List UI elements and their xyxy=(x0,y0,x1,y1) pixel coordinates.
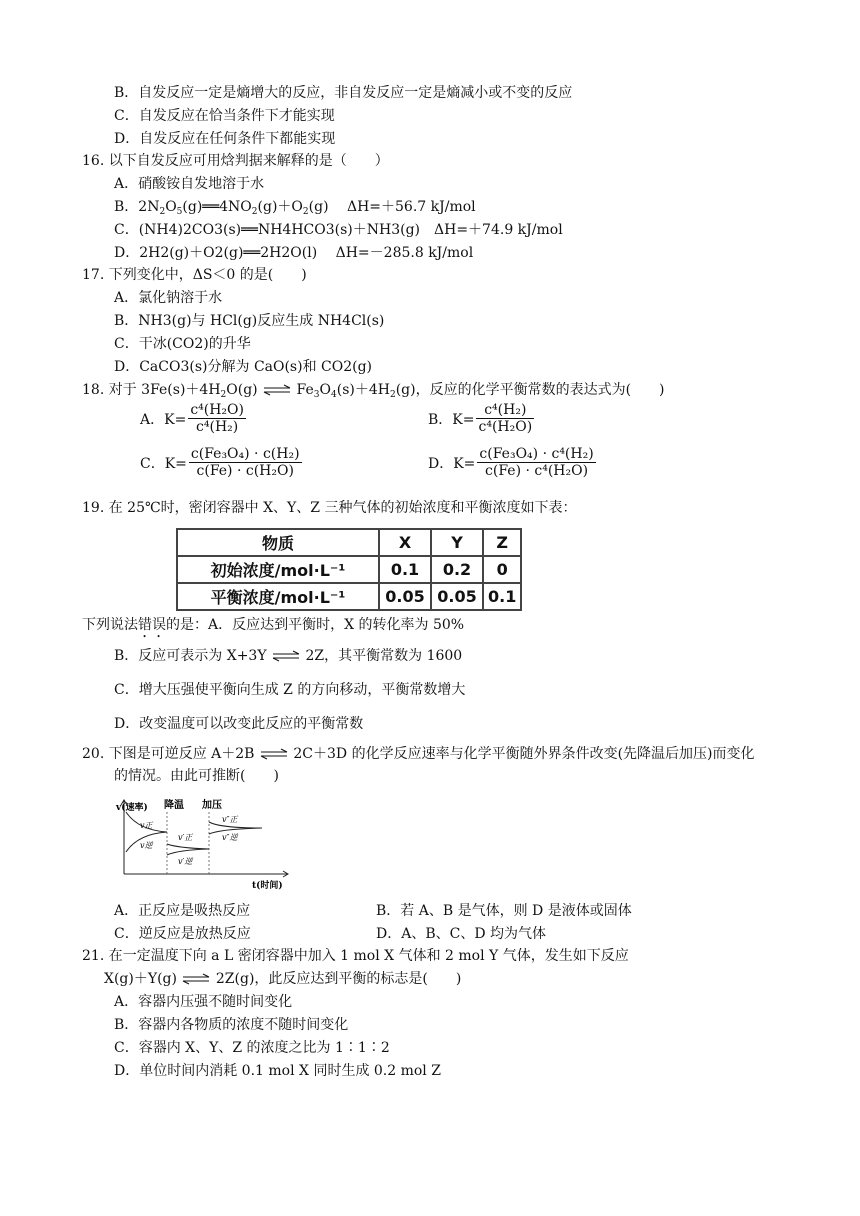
q18-option-d: D．K= $\frac{\text{c(Fe₃O₄) · c⁴(H₂)}}{\text{c(Fe) · c⁴(H₂O)}}$ xyxy=(428,446,594,479)
v1-reverse-curve xyxy=(167,849,209,855)
q20-option-d: D．A、B、C、D 均为气体 xyxy=(376,926,547,942)
label-v-reverse: v逆 xyxy=(140,841,153,850)
q20-stem: 20. 下图是可逆反应 A＋2B 2C＋3D 的化学反应速率与化学平衡随外界条件改变(先降温后加压)而变化 xyxy=(82,746,755,762)
table-cell: 平衡浓度/mol·L⁻¹ xyxy=(177,583,379,610)
table-cell: 初始浓度/mol·L⁻¹ xyxy=(177,556,379,583)
q19-stem: 19. 在 25℃时，密闭容器中 X、Y、Z 三种气体的初始浓度和平衡浓度如下表： xyxy=(82,500,577,516)
table-header-cell: X xyxy=(379,529,431,556)
table-header-cell: Z xyxy=(483,529,521,556)
concentration-table xyxy=(176,528,522,611)
q17-stem: 17. 下列变化中，ΔS＜0 的是( ) xyxy=(82,267,307,283)
table-cell: 0 xyxy=(483,556,521,583)
q16-stem: 16. 以下自发反应可用焓判据来解释的是（ ） xyxy=(82,153,389,169)
rate-time-graph xyxy=(112,792,292,892)
q16-option-b: B．$2N_2O_5(g)══4NO_2(g)+O_2(g)$ ΔH=＋56.7 kJ/mol xyxy=(114,199,476,217)
q17-option-a: A．氯化钠溶于水 xyxy=(114,290,223,306)
v1-forward-curve xyxy=(167,844,209,849)
q18-stem: 18. 对于 $3Fe(s)+4H_2O(g)$ $Fe_3O_4(s)+4H_2(g)$，反应的化学平衡常数的表达式为( ) xyxy=(82,382,665,400)
q21-stem: 21. 在一定温度下向 a L 密闭容器中加入 1 mol X 气体和 2 mol Y 气体，发生如下反应 xyxy=(82,948,629,964)
q17-option-d: D．CaCO3(s)分解为 CaO(s)和 CO2(g) xyxy=(114,359,373,375)
table-row xyxy=(177,583,521,610)
q18-option-b: B．K= $\frac{\text{c⁴(H₂)}}{\text{c⁴(H₂O)}}$ xyxy=(428,402,533,435)
label-v2-forward: v″正 xyxy=(222,815,238,824)
q21-option-c: C．容器内 X、Y、Z 的浓度之比为 1∶1∶2 xyxy=(114,1040,390,1056)
q16-option-a: A．硝酸铵自发地溶于水 xyxy=(114,176,265,192)
q16-option-d: D．2H2(g)＋O2(g)══2H2O(l) ΔH=－285.8 kJ/mol xyxy=(114,245,474,261)
label-cooling: 降温 xyxy=(164,800,184,811)
label-v1-forward: v′正 xyxy=(178,833,193,842)
q16-option-c: C．(NH4)2CO3(s)══NH4HCO3(s)＋NH3(g) ΔH=＋74.9 kJ/mol xyxy=(114,222,563,238)
table-cell: 0.1 xyxy=(379,556,431,583)
table-header-cell: 物质 xyxy=(177,529,379,556)
q20-option-b: B．若 A、B 是气体，则 D 是液体或固体 xyxy=(376,903,632,919)
x-axis-label: t(时间) xyxy=(252,881,283,891)
label-v-forward: v正 xyxy=(140,821,153,830)
q18-option-a: A．K= $\frac{\text{c⁴(H₂O)}}{\text{c⁴(H₂)}}$ xyxy=(140,402,244,435)
q15-option-d: D．自发反应在任何条件下都能实现 xyxy=(114,131,336,147)
equilibrium-arrow-icon xyxy=(262,384,292,396)
q21-option-a: A．容器内压强不随时间变化 xyxy=(114,994,293,1010)
table-cell: 0.1 xyxy=(483,583,521,610)
table-header-cell: Y xyxy=(431,529,483,556)
q17-option-c: C．干冰(CO2)的升华 xyxy=(114,336,251,352)
y-axis-label: v(速率) xyxy=(116,803,148,813)
label-v2-reverse: v″逆 xyxy=(222,833,238,842)
q19-option-d: D．改变温度可以改变此反应的平衡常数 xyxy=(114,716,364,732)
q17-option-b: B．NH3(g)与 HCl(g)反应生成 NH4Cl(s) xyxy=(114,313,385,329)
q20-option-c: C．逆反应是放热反应 xyxy=(114,926,251,942)
q20-option-a: A．正反应是吸热反应 xyxy=(114,903,251,919)
table-cell: 0.05 xyxy=(379,583,431,610)
equilibrium-arrow-icon xyxy=(181,973,211,985)
table-cell: 0.2 xyxy=(431,556,483,583)
equilibrium-arrow-icon xyxy=(271,650,301,662)
q20-stem-line2: 的情况。由此可推断( ) xyxy=(114,768,279,784)
q19-lead: 下列说法错误的是：A．反应达到平衡时，X 的转化率为 50% xyxy=(82,617,465,633)
table-header-row xyxy=(177,529,521,556)
table-cell: 0.05 xyxy=(431,583,483,610)
equilibrium-arrow-icon xyxy=(259,748,289,760)
table-row xyxy=(177,556,521,583)
q21-option-b: B．容器内各物质的浓度不随时间变化 xyxy=(114,1017,349,1033)
q15-option-b: B．自发反应一定是熵增大的反应，非自发反应一定是熵减小或不变的反应 xyxy=(114,85,573,101)
label-pressurize: 加压 xyxy=(202,800,222,811)
q21-option-d: D．单位时间内消耗 0.1 mol X 同时生成 0.2 mol Z xyxy=(114,1063,441,1079)
q21-stem-line2: X(g)＋Y(g) 2Z(g)，此反应达到平衡的标志是( ) xyxy=(104,971,462,987)
q15-option-c: C．自发反应在恰当条件下才能实现 xyxy=(114,108,335,124)
q18-option-c: C．K= $\frac{\text{c(Fe₃O₄) · c(H₂)}}{\text{c(Fe) · c(H₂O)}}$ xyxy=(140,446,300,479)
q19-option-c: C．增大压强使平衡向生成 Z 的方向移动，平衡常数增大 xyxy=(114,682,466,698)
label-v1-reverse: v′逆 xyxy=(178,857,193,866)
q19-option-b: B．反应可表示为 X+3Y 2Z，其平衡常数为 1600 xyxy=(114,648,463,664)
